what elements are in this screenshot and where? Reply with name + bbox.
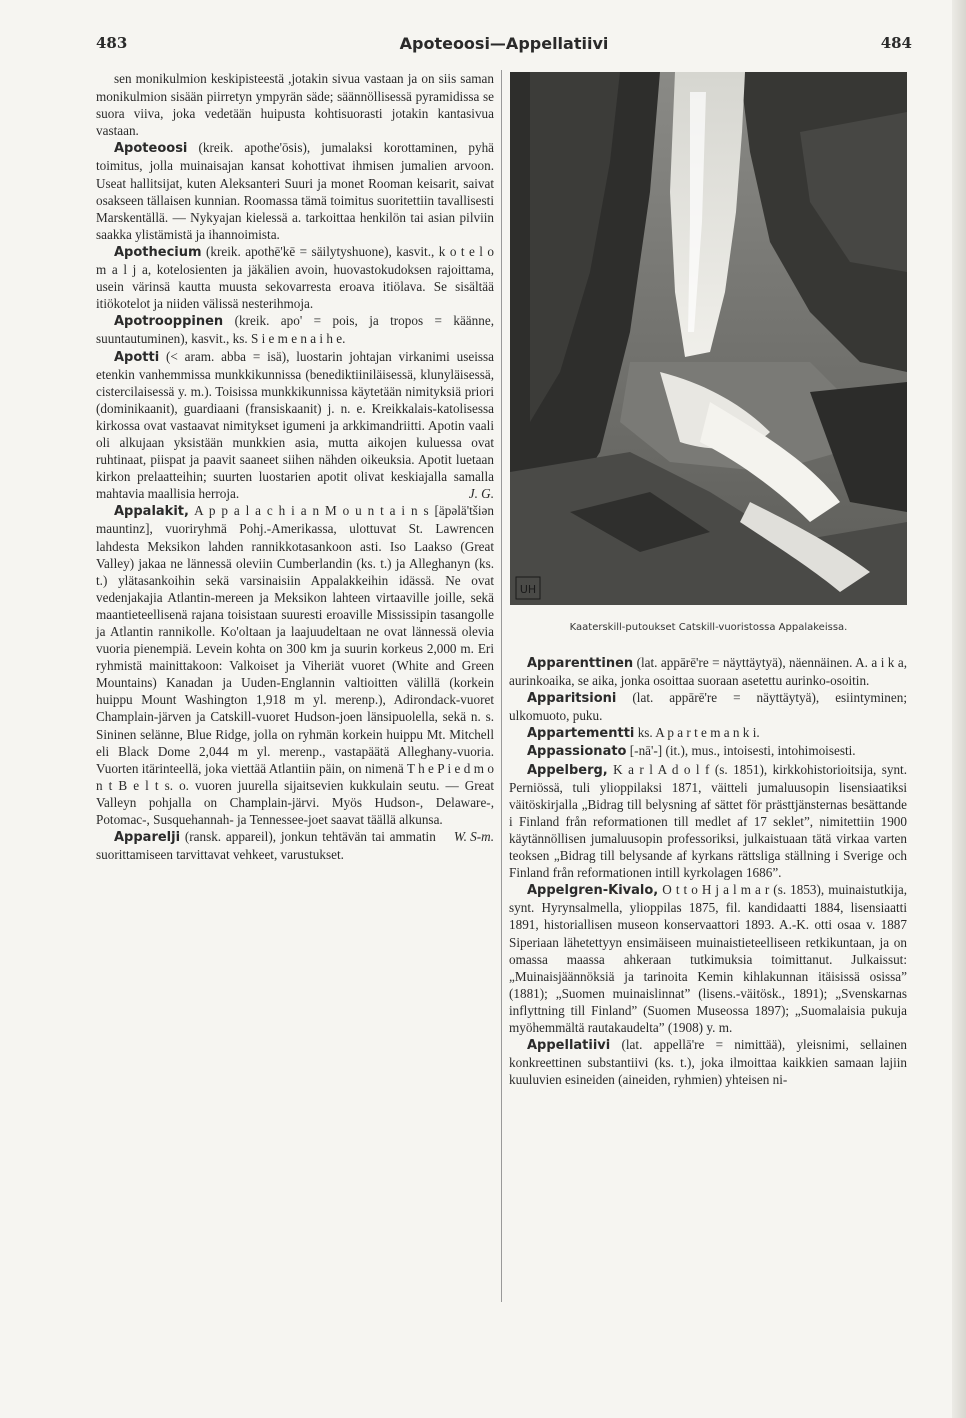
entry-headword: Apparenttinen <box>527 656 634 671</box>
entry-headword: Appelgren-Kivalo, <box>527 883 659 899</box>
entry-text: (< aram. abba = isä), luostarin johtajan virkanimi useissa etenkin vanhemmissa munkkikunnissa (benediktiiniläisessä, klunyläisessä, cistercilaisessä y. m.). Toisissa munkkikunnissa käytetään nimityksiä priori (dominikaanit), guardiaani (fransiskaanit) j. n. e. Kreikkalais-katolisessa kirkossa ovat vastaavat nimitykset igumeni ja arkkimandriitti. Apotin vaali oli alkujaan yksistään munkkien asia, mutta aikojen kuluessa ovat ruhtinaat, piispat ja paavit saaneet siihen nähden oikeuksia. Apotit luetaan kirkon prelaatteihin; suurten luostarien apotit olivat keskiajalla samalla mahtavia maallisia herroja. <box>96 348 495 502</box>
entry-text: (kreik. apothē'kē = säilytyshuone), kasvit., k o t e l o m a l j a, kotelosienten ja jäkälien avoin, huovastokudoksen rajoittama, usein värinsä kautta muusta sekovarresta eroava itiölava. Se sisältää itiökotelot ja niiden välissä nesterihmoja. <box>96 243 494 312</box>
entry-paragraph <box>509 654 907 689</box>
entry-paragraph <box>509 689 907 724</box>
entry-text: K a r l A d o l f (s. 1851), kirkkohistorioitsija, synt. Perniössä, tuli ylioppilaksi 1871, väitteli jumaluusopin lisensiaatiksi väitöskirjalla „Bidrag till belysning af sättet för prästtjänsternas besättande i Finland från reformationen till medlet af 17 seklet”, nimitettiin 1900 käytännöllisen jumaluusopin professoriksi, julkaistuaan tätä virkaa varten teoksen „Bidrag till belysande af kyrkans rättsliga ställning i Sverige och Finland från reformationen intill kyrkolagen 1686”. <box>509 761 907 881</box>
entry-text: (lat. appārē're = näyttäytyä), näennäinen. A. a i k a, aurinkoaika, se aika, jonka osoittaa suoraan asetettu aurinko-osoitin. <box>509 655 907 689</box>
entry-headword: Apparitsioni <box>527 691 617 707</box>
entry-text: (kreik. apo' = pois, ja tropos = käänne, suuntautuminen), kasvit., ks. S i e m e n a i h e. <box>96 313 495 347</box>
author-signature: W. S-m. <box>453 829 494 845</box>
entry-paragraph <box>509 724 907 742</box>
entry-headword: Apparelji <box>114 830 181 846</box>
waterfall-photo <box>510 72 907 605</box>
entry-text: (lat. appārē're = näyttäytyä), esiintyminen; ulkomuoto, puku. <box>509 690 907 724</box>
entry-headword: Appassionato <box>527 744 627 760</box>
entry-paragraph <box>96 828 494 863</box>
entry-paragraph <box>509 742 907 760</box>
entry-paragraph <box>509 1036 907 1088</box>
entry-text: ks. A p a r t e m a n k i. <box>637 725 760 741</box>
entry-paragraph <box>96 243 494 312</box>
entry-headword: Apothecium <box>114 244 202 260</box>
entry-paragraph <box>96 312 494 347</box>
entry-text: sen monikulmion keskipisteestä ,jotakin sivua vastaan ja on siis saman monikulmion sisään piirretyn ympyrän säde; säännöllisessä pyramidissa se suora viiva, joka vedetään huipusta kohtisuorasti jotakin kantasivua vastaan. <box>96 71 494 139</box>
left-column <box>96 70 494 863</box>
figure-caption: Kaaterskill-putoukset Catskill-vuoristossa Appalakeissa. <box>569 622 848 633</box>
entry-headword: Appellatiivi <box>527 1038 611 1054</box>
page-edge <box>952 0 966 1418</box>
entry-headword: Apoteoosi <box>114 141 188 157</box>
entry-text: A p p a l a c h i a n M o u n t a i n s [äpəlä'tšiən mauntinz], vuoriryhmä Pohj.-Amerikassa, ulottuvat St. Lawrencen lahdesta Meksikon lahden rannikkotasankoon asti. Iso Laakso (Great Valley) jakaa ne lännessä oleviin Cumberlandin (ks. t.) ja Alleghanyn (ks. t.) ylätasankoihin sekä varsinaisiin Appalakkeihin idässä. Ne ovat vedenjakajia Atlantin-mereen ja Meksikon lahteen virtaaville joille, sekä maantieteellisenä rajana toisistaan suuresti eroaville Mississipin tasangolle ja Atlantin rannikolle. Ko'oltaan ja laajuudeltaan ne ovat lännessä olevia vuoria pienempiä. Levein kohta on 300 km ja suurin korkeus 2,000 m. Eri ryhmistä mainittakoon: Valkoiset ja Viheriät vuoret (White and Green Mountains) Kanadan ja Uuden-Englannin valtioitten välillä (korkein huippu Mount Washington 1,918 m yl. merenp.), Adirondack-vuoret Champlain-järven ja Catskill-vuoret Hudson-joen länsipuolella, sekä n. s. Sininen selänne, Blue Ridge, jolla on ryhmän korkein huippu Mt. Mitchell eli Black Dome 2,044 m yl. merenp., vastapäätä Alleghany-vuoria. Vuorten itärinteellä, joka viettää Atlantiin päin, on nimenä T h e P i e d m o n t B e l t s. o. vuoren juurella sijaitsevien kukkulain seutu. — Great Valleyn pohjalla on Champlain-järvi. Myös Hudson-, Delaware-, Potomac-, Susquehannah- ja Tennessee-joet saavat täällä alkunsa. <box>96 503 494 828</box>
entry-text: [-nā'-] (it.), mus., intoisesti, intohimoisesti. <box>629 743 856 759</box>
entry-paragraph <box>96 348 494 503</box>
column-divider <box>501 70 502 1302</box>
entry-paragraph <box>509 761 907 882</box>
entry-headword: Appelberg, <box>527 762 608 778</box>
entry-headword: Appalakit, <box>114 504 189 520</box>
entry-headword: Apotti <box>114 349 160 365</box>
entry-paragraph <box>509 881 907 1036</box>
right-column <box>509 654 907 1088</box>
entry-text: (ransk. appareil), jonkun tehtävän tai ammatin suorittamiseen tarvittavat vehkeet, varustukset. <box>96 829 436 863</box>
entry-text: (kreik. apothe'ōsis), jumalaksi korottaminen, pyhä toimitus, jolla muinaisajan kansat kohottivat ihmisen jumalien arvoon. Useat hallitsijat, kuten Aleksanteri Suuri ja monet Rooman keisarit, saivat osakseen tällaisen kunnian. Roomassa tämä toimitus suoritettiin tavallisesti Marskentällä. — Nykyajan kielessä a. tarkoittaa henkilön tai asian pilviin saakka ylistämistä ja ihannoimista. <box>96 140 495 242</box>
photo-credit: UH <box>519 583 537 596</box>
entry-paragraph <box>96 139 494 243</box>
page-header <box>96 34 912 60</box>
entry-text: O t t o H j a l m a r (s. 1853), muinaistutkija, synt. Hyrynsalmella, ylioppilas 1875, fil. kandidaatti 1884, lisensiaatti 1891, historiallisen museon konservaattori 1893. A.-K. otti osaa v. 1887 Siperiaan lähetettyyn ensimäiseen muinaistieteelliseen retkikuntaan, ja on omassa maassa ahkeraan tutkimuksia toimittanut. Julkaissut: „Muinaisjäännöksiä ja tarinoita Kemin kihlakunnan itäisissä osissa” (1881); „Suomen muinaislinnat” (lisens.-väitösk., 1891); „Svenskarnas inflyttning till Finland” (Suomen Museossa 1897); „Suomalaisia pukuja myöhemmältä rautakaudelta” (1908) y. m. <box>509 882 908 1035</box>
entry-text: (lat. appellā're = nimittää), yleisnimi, sellainen konkreettinen substantiivi (ks. t.), joka ilmoittaa kaikkien samaan lajiin kuuluvien esineiden (aineiden, ryhmien) yhteisen ni- <box>509 1037 907 1088</box>
entry-paragraph <box>96 70 494 139</box>
page-number-left: 483 <box>96 34 128 52</box>
entry-headword: Appartementti <box>527 726 635 742</box>
page-number-right: 484 <box>880 34 912 52</box>
entry-headword: Apotrooppinen <box>114 314 224 330</box>
author-signature: J. G. <box>468 486 494 502</box>
running-title: Apoteoosi—Appellatiivi <box>399 34 609 53</box>
